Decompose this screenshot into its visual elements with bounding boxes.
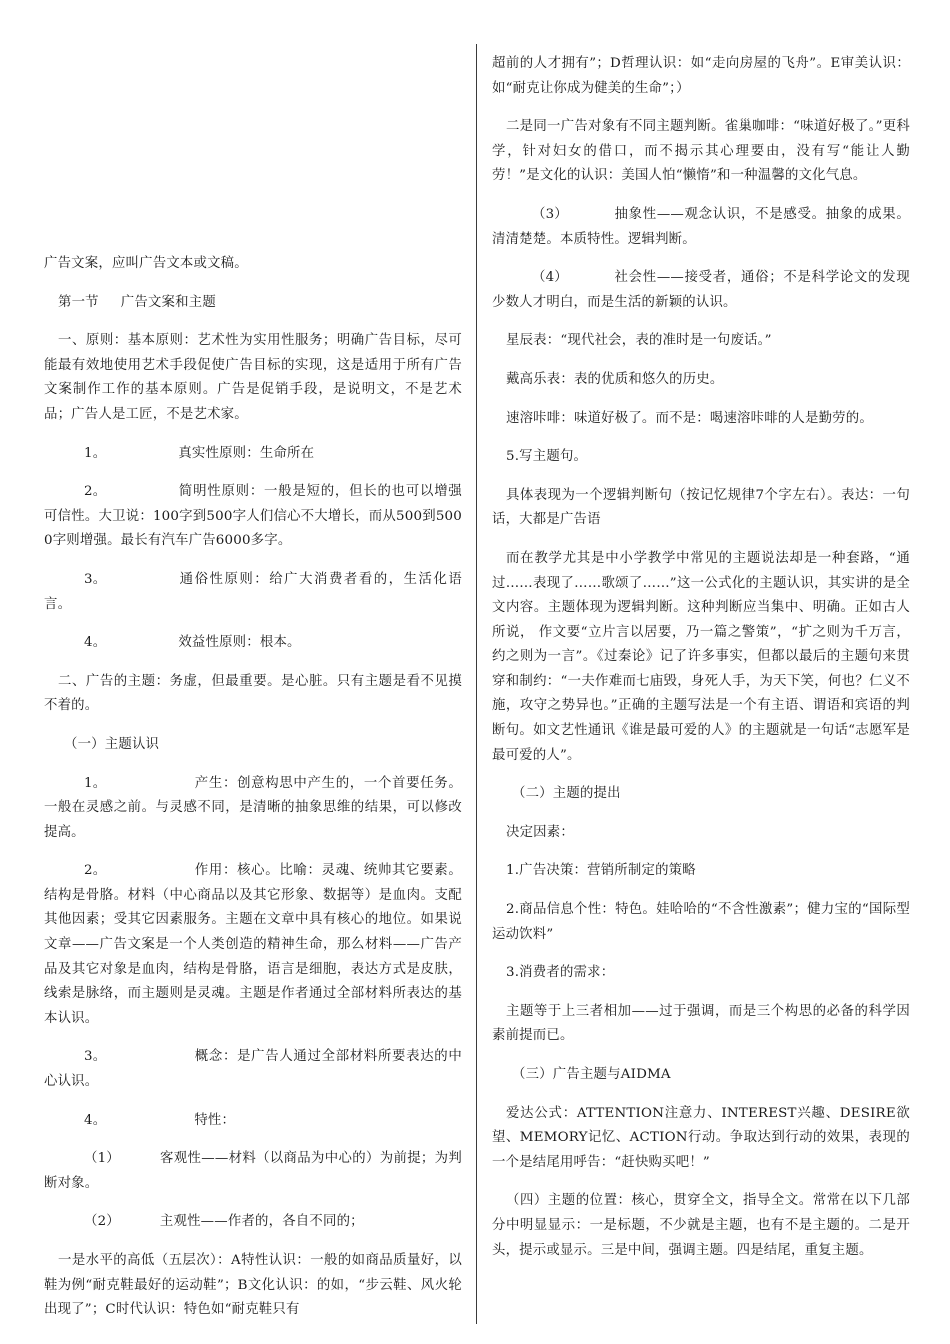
item-text: 特性： xyxy=(194,1112,236,1128)
item-text: 效益性原则：根本。 xyxy=(178,635,301,651)
list-item xyxy=(44,859,462,1031)
item-number: （2） xyxy=(84,1214,120,1230)
section-heading xyxy=(44,291,462,316)
paragraph: 1.广告决策：营销所制定的策略 xyxy=(506,863,696,879)
item-number: 1。 xyxy=(84,445,107,461)
item-number: 3。 xyxy=(84,571,107,587)
paragraph: 速溶咔啡：味道好极了。而不是：喝速溶咔啡的人是勤劳的。 xyxy=(506,410,873,426)
paragraph: 星辰表：“现代社会，表的准时是一句废话。” xyxy=(506,333,772,349)
list-item xyxy=(44,1147,462,1196)
paragraph: 而在教学尤其是中小学教学中常见的主题说法却是一种套路，“通过……表现了……歌颂了……”这一公式化的主题认识，其实讲的是全文内容。主题体现为逻辑判断。这种判断应当集中、明确。正如古人所说， 作文要“立片言以居要，乃一篇之警策”，“扩之则为千万言，约之则为一言”。《过秦论》记了许多事实，但都以最后的主题句来贯穿和制约：“一夫作难而七庙毁，身死人手，为天下笑，何也？仁义不施，攻守之势异也。”正确的主题写法是一个有主语、谓语和宾语的判断句。如文艺性通讯《谁是最可爱的人》的主题就是一句话“志愿军是最可爱的人”。 xyxy=(492,550,910,763)
left-column xyxy=(44,252,462,1337)
paragraph: 一、原则：基本原则：艺术性为实用性服务；明确广告目标，尽可能最有效地使用艺术手段促使广告目标的实现，这是适用于所有广告文案制作工作的基本原则。广告是促销手段，是说明文，不是艺术品；广告人是工匠，不是艺术家。 xyxy=(44,333,462,422)
list-item xyxy=(44,480,462,554)
item-number: （1） xyxy=(84,1151,120,1167)
item-number: 4。 xyxy=(84,635,107,651)
list-item xyxy=(44,1109,462,1134)
list-item xyxy=(44,1210,462,1235)
paragraph: 二是同一广告对象有不同主题判断。雀巢咖啡：“味道好极了。”更科学，针对妇女的借口，而不揭示其心理要由，没有写“能让人勤劳！”是文化的认识：美国人怕“懒惰”和一种温馨的文化气息。 xyxy=(492,119,910,184)
column-divider xyxy=(476,44,477,1324)
paragraph: 3.消费者的需求： xyxy=(506,965,615,981)
list-item xyxy=(492,266,910,315)
list-item xyxy=(44,631,462,656)
item-number: 3。 xyxy=(84,1049,107,1065)
paragraph: 戴高乐表：表的优质和悠久的历史。 xyxy=(506,371,724,387)
paragraph: 超前的人才拥有”；D哲理认识：如“走向房屋的飞舟”。E审美认识：如“耐克让你成为健美的生命”；） xyxy=(492,56,910,96)
item-text: 主观性——作者的，各自不同的； xyxy=(159,1214,364,1230)
section-number: 第一节 xyxy=(58,294,99,310)
item-text: 简明性原则：一般是短的，但长的也可以增强可信性。大卫说：100字到500字人们信心不大增长，而从500到5000字则增强。最长有汽车广告6000多字。 xyxy=(44,484,462,549)
item-number: 2。 xyxy=(84,863,107,879)
item-number: （4） xyxy=(532,270,568,286)
list-item xyxy=(44,772,462,846)
list-item xyxy=(44,442,462,467)
item-number: 2。 xyxy=(84,484,107,500)
item-text: 抽象性——观念认识，不是感受。抽象的成果。清清楚楚。本质特性。逻辑判断。 xyxy=(492,206,910,247)
item-text: 真实性原则：生命所在 xyxy=(178,445,315,461)
list-item xyxy=(44,568,462,617)
subsection-heading: （三）广告主题与AIDMA xyxy=(512,1067,671,1082)
paragraph: 主题等于上三者相加——过于强调，而是三个构思的必备的科学因素前提而已。 xyxy=(492,1003,910,1044)
item-number: 1。 xyxy=(84,775,107,791)
paragraph: 二、广告的主题：务虚，但最重要。是心脏。只有主题是看不见摸不着的。 xyxy=(44,673,462,714)
paragraph: 决定因素： xyxy=(506,824,574,840)
item-number: （3） xyxy=(532,206,568,222)
paragraph: 广告文案，应叫广告文本或文稿。 xyxy=(44,256,248,271)
item-number: 4。 xyxy=(84,1112,107,1128)
paragraph: 爱达公式：ATTENTION注意力、INTEREST兴趣、DESIRE欲望、MEMORY记忆、ACTION行动。争取达到行动的效果，表现的一个是结尾用呼告：“赶快购买吧！” xyxy=(492,1105,910,1170)
item-text: 概念：是广告人通过全部材料所要表达的中心认识。 xyxy=(44,1049,462,1090)
paragraph: 具体表现为一个逻辑判断句（按记忆规律7个字左右）。表达：一句话，大都是广告语 xyxy=(492,487,910,528)
section-title: 广告文案和主题 xyxy=(120,294,216,310)
paragraph: （四）主题的位置：核心，贯穿全文，指导全文。常常在以下几部分中明显显示：一是标题，不少就是主题，也有不是主题的。二是开头，提示或显示。三是中间，强调主题。四是结尾，重复主题。 xyxy=(492,1193,910,1258)
list-item xyxy=(44,1045,462,1094)
subsection-heading: （二）主题的提出 xyxy=(512,786,621,802)
right-column xyxy=(492,52,910,1277)
paragraph: 一是水平的高低（五层次）：A特性认识：一般的如商品质量好，以鞋为例“耐克鞋最好的运动鞋”；B文化认识：的如，“步云鞋、风火轮出现了”；C时代认识：特色如“耐克鞋只有 xyxy=(44,1253,462,1318)
item-text: 通俗性原则：给广大消费者看的，生活化语言。 xyxy=(44,571,462,612)
paragraph: 5.写主题句。 xyxy=(506,449,588,465)
item-text: 社会性——接受者，通俗；不是科学论文的发现少数人才明白，而是生活的新颖的认识。 xyxy=(492,270,910,310)
subsection-heading: （一）主题认识 xyxy=(64,736,160,752)
item-text: 客观性——材料（以商品为中心的）为前提；为判断对象。 xyxy=(44,1151,462,1191)
paragraph: 2.商品信息个性：特色。娃哈哈的“不含性激素”；健力宝的“国际型运动饮料” xyxy=(492,902,910,942)
item-text: 产生：创意构思中产生的，一个首要任务。一般在灵感之前。与灵感不同，是清晰的抽象思维的结果，可以修改提高。 xyxy=(44,775,462,840)
list-item xyxy=(492,203,910,252)
item-text: 作用：核心。比喻：灵魂、统帅其它要素。结构是骨胳。材料（中心商品以及其它形象、数据等）是血肉。支配其他因素；受其它因素服务。主题在文章中具有核心的地位。如果说文章——广告文案是一个人类创造的精神生命，那么材料——广告产品及其它对象是血肉，结构是骨胳，语言是细胞，表达方式是皮肤，线索是脉络，而主题则是灵魂。主题是作者通过全部材料所表达的基本认识。 xyxy=(44,863,462,1026)
